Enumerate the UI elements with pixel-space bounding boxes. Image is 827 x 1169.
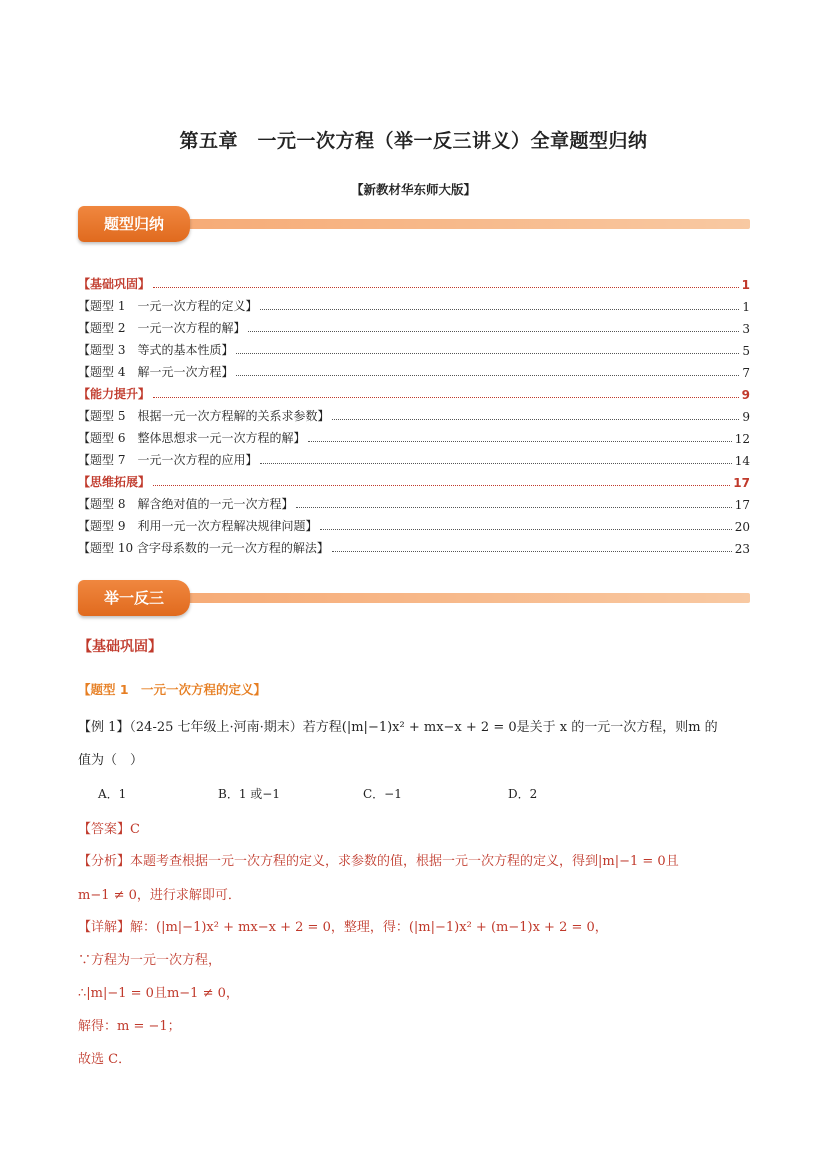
toc-leader-dots [296, 507, 731, 508]
table-of-contents [78, 270, 750, 556]
toc-page-number: 23 [734, 542, 750, 556]
toc-label: 【题型 2 一元一次方程的解】 [78, 321, 246, 335]
toc-label: 【题型 8 解含绝对值的一元一次方程】 [78, 497, 294, 511]
toc-entry-row[interactable] [78, 446, 750, 468]
toc-entry-row[interactable] [78, 490, 750, 512]
toc-leader-dots [260, 463, 731, 464]
toc-entry-row[interactable] [78, 402, 750, 424]
toc-leader-dots [153, 397, 739, 398]
detail-line-5: 故选 C． [78, 1052, 132, 1067]
toc-leader-dots [332, 551, 732, 552]
example-line-2: 值为（ ） [78, 753, 144, 768]
answer-value: C [130, 822, 140, 837]
analysis-label: 【分析】 [78, 854, 131, 869]
toc-entry-row[interactable] [78, 512, 750, 534]
toc-label: 【题型 1 一元一次方程的定义】 [78, 299, 258, 313]
toc-page-number: 9 [741, 388, 750, 402]
toc-entry-row[interactable] [78, 336, 750, 358]
toc-leader-dots [153, 485, 730, 486]
toc-leader-dots [248, 331, 739, 332]
toc-label: 【题型 3 等式的基本性质】 [78, 343, 234, 357]
toc-page-number: 20 [734, 520, 750, 534]
toc-section-row[interactable] [78, 380, 750, 402]
banner-pill: 举一反三 [78, 580, 190, 616]
toc-page-number: 1 [741, 278, 750, 292]
example-line-1 [78, 716, 718, 735]
example-label: 【例 1】 [78, 720, 130, 735]
toc-leader-dots [236, 353, 739, 354]
section-heading: 【基础巩固】 [78, 639, 162, 655]
toc-page-number: 5 [742, 344, 750, 358]
toc-label: 【题型 10 含字母系数的一元一次方程的解法】 [78, 541, 329, 555]
toc-banner [78, 206, 750, 242]
answer-label: 【答案】 [78, 822, 131, 837]
toc-label: 【题型 7 一元一次方程的应用】 [78, 453, 258, 467]
toc-entry-row[interactable] [78, 314, 750, 336]
analysis-text: 本题考查根据一元一次方程的定义，求参数的值，根据一元一次方程的定义，得到|m|−1 = 0且 [130, 854, 679, 869]
toc-section-row[interactable] [78, 270, 750, 292]
document-subtitle: 【新教材华东师大版】 [350, 182, 476, 197]
detail-line-1 [78, 916, 608, 935]
option-a: A．1 [98, 787, 127, 801]
detail-label: 【详解】 [78, 920, 131, 935]
toc-label: 【题型 4 解一元一次方程】 [78, 365, 234, 379]
toc-label: 【基础巩固】 [78, 277, 151, 291]
toc-entry-row[interactable] [78, 424, 750, 446]
toc-page-number: 14 [734, 454, 750, 468]
toc-page-number: 17 [734, 498, 750, 512]
banner-pill: 题型归纳 [78, 206, 190, 242]
detail-line-4: 解得：m = −1； [78, 1019, 181, 1034]
option-b: B．1 或−1 [218, 787, 280, 801]
toc-entry-row[interactable] [78, 292, 750, 314]
toc-entry-row[interactable] [78, 534, 750, 556]
toc-label: 【题型 6 整体思想求一元一次方程的解】 [78, 431, 306, 445]
option-c: C．−1 [363, 787, 402, 801]
toc-label: 【题型 5 根据一元一次方程解的关系求参数】 [78, 409, 330, 423]
analysis-line-1 [78, 850, 679, 869]
option-d: D．2 [508, 787, 538, 801]
toc-label: 【题型 9 利用一元一次方程解决规律问题】 [78, 519, 318, 533]
document-title: 第五章 一元一次方程（举一反三讲义）全章题型归纳 [179, 130, 648, 152]
toc-leader-dots [260, 309, 739, 310]
toc-page-number: 17 [733, 476, 750, 490]
toc-section-row[interactable] [78, 468, 750, 490]
detail-text: 解：(|m|−1)x² + mx−x + 2 = 0，整理，得：(|m|−1)x² + (m−1)x + 2 = 0， [130, 920, 608, 935]
type-heading: 【题型 1 一元一次方程的定义】 [78, 682, 267, 697]
toc-leader-dots [320, 529, 731, 530]
analysis-line-2: m−1 ≠ 0，进行求解即可． [78, 888, 241, 903]
answer-line [78, 818, 140, 837]
toc-page-number: 1 [742, 300, 750, 314]
toc-leader-dots [153, 287, 739, 288]
detail-line-2: ∵方程为一元一次方程， [78, 953, 222, 968]
toc-leader-dots [308, 441, 731, 442]
toc-page-number: 7 [742, 366, 750, 380]
toc-page-number: 3 [742, 322, 750, 336]
toc-leader-dots [236, 375, 739, 376]
examples-banner [78, 580, 750, 616]
toc-label: 【能力提升】 [78, 387, 151, 401]
toc-page-number: 9 [742, 410, 750, 424]
example-text: （24-25 七年级上·河南·期末）若方程(|m|−1)x² + mx−x + 2 = 0是关于 x 的一元一次方程，则m 的 [129, 720, 718, 735]
toc-entry-row[interactable] [78, 358, 750, 380]
toc-leader-dots [332, 419, 739, 420]
toc-label: 【思维拓展】 [78, 475, 151, 489]
detail-line-3: ∴|m|−1 = 0且m−1 ≠ 0， [78, 986, 239, 1001]
toc-page-number: 12 [734, 432, 750, 446]
